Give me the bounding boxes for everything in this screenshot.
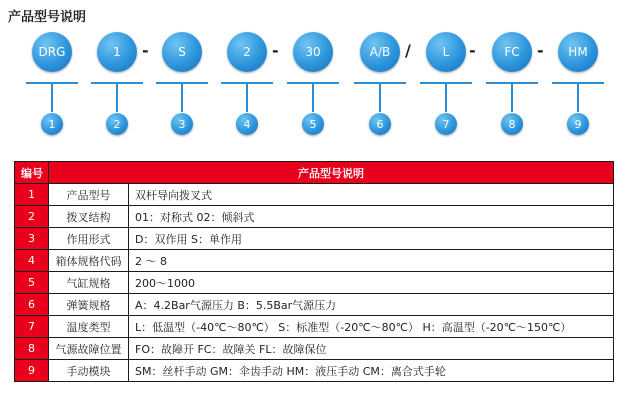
row-name: 手动模块 [49,360,129,382]
page-title: 产品型号说明 [8,10,87,25]
row-description: 01：对称式 02：倾斜式 [129,206,614,228]
row-name: 气缸规格 [49,272,129,294]
code-separator: - [142,41,149,60]
row-number: 3 [15,228,49,250]
code-bubble-5: 30 [293,32,333,72]
table-row [15,338,614,360]
code-bubble-6: A/B [360,32,400,72]
code-separator: - [469,41,476,60]
header-number: 编号 [15,162,49,184]
row-name: 拨叉结构 [49,206,129,228]
row-number: 1 [15,184,49,206]
connector-vertical [577,84,579,112]
index-badge-6: 6 [369,113,391,135]
row-number: 9 [15,360,49,382]
connector-vertical [116,84,118,112]
connector-vertical [51,84,53,112]
row-name: 作用形式 [49,228,129,250]
connector-vertical [445,84,447,112]
index-badge-5: 5 [302,113,324,135]
table-row [15,294,614,316]
table-row [15,206,614,228]
row-number: 4 [15,250,49,272]
code-bubble-9: HM [558,32,598,72]
connector-vertical [312,84,314,112]
index-badge-9: 9 [567,113,589,135]
code-bubble-2: 1 [97,32,137,72]
code-bubble-8: FC [492,32,532,72]
code-bubble-1: DRG [32,32,72,72]
connector-vertical [181,84,183,112]
index-badge-3: 3 [171,113,193,135]
connector-vertical [511,84,513,112]
table-row [15,228,614,250]
header-description: 产品型号说明 [49,162,614,184]
table-row [15,272,614,294]
row-description: L：低温型（-40℃～80℃） S：标准型（-20℃～80℃） H：高温型（-20℃～150℃） [129,316,614,338]
spec-table [14,161,614,382]
row-description: 2 ～ 8 [129,250,614,272]
table-row [15,316,614,338]
index-badge-4: 4 [236,113,258,135]
row-name: 产品型号 [49,184,129,206]
index-badge-8: 8 [501,113,523,135]
row-number: 8 [15,338,49,360]
row-number: 5 [15,272,49,294]
row-name: 弹簧规格 [49,294,129,316]
index-badge-7: 7 [435,113,457,135]
code-separator: / [405,41,411,60]
row-description: 双杆导向拨叉式 [129,184,614,206]
code-separator: - [272,41,279,60]
code-bubble-7: L [426,32,466,72]
table-row [15,250,614,272]
row-number: 2 [15,206,49,228]
row-description: D：双作用 S：单作用 [129,228,614,250]
row-name: 温度类型 [49,316,129,338]
code-separator: - [537,41,544,60]
table-row [15,360,614,382]
row-description: FO：故障开 FC：故障关 FL：故障保位 [129,338,614,360]
row-number: 7 [15,316,49,338]
row-number: 6 [15,294,49,316]
connector-vertical [246,84,248,112]
connector-vertical [379,84,381,112]
code-bubble-4: 2 [227,32,267,72]
row-description: SM：丝杆手动 GM：伞齿手动 HM：液压手动 CM：离合式手轮 [129,360,614,382]
row-description: 200～1000 [129,272,614,294]
table-header-row [15,162,614,184]
index-badge-2: 2 [106,113,128,135]
row-description: A：4.2Bar气源压力 B：5.5Bar气源压力 [129,294,614,316]
row-name: 气源故障位置 [49,338,129,360]
table-row [15,184,614,206]
row-name: 箱体规格代码 [49,250,129,272]
index-badge-1: 1 [41,113,63,135]
code-bubble-3: S [162,32,202,72]
